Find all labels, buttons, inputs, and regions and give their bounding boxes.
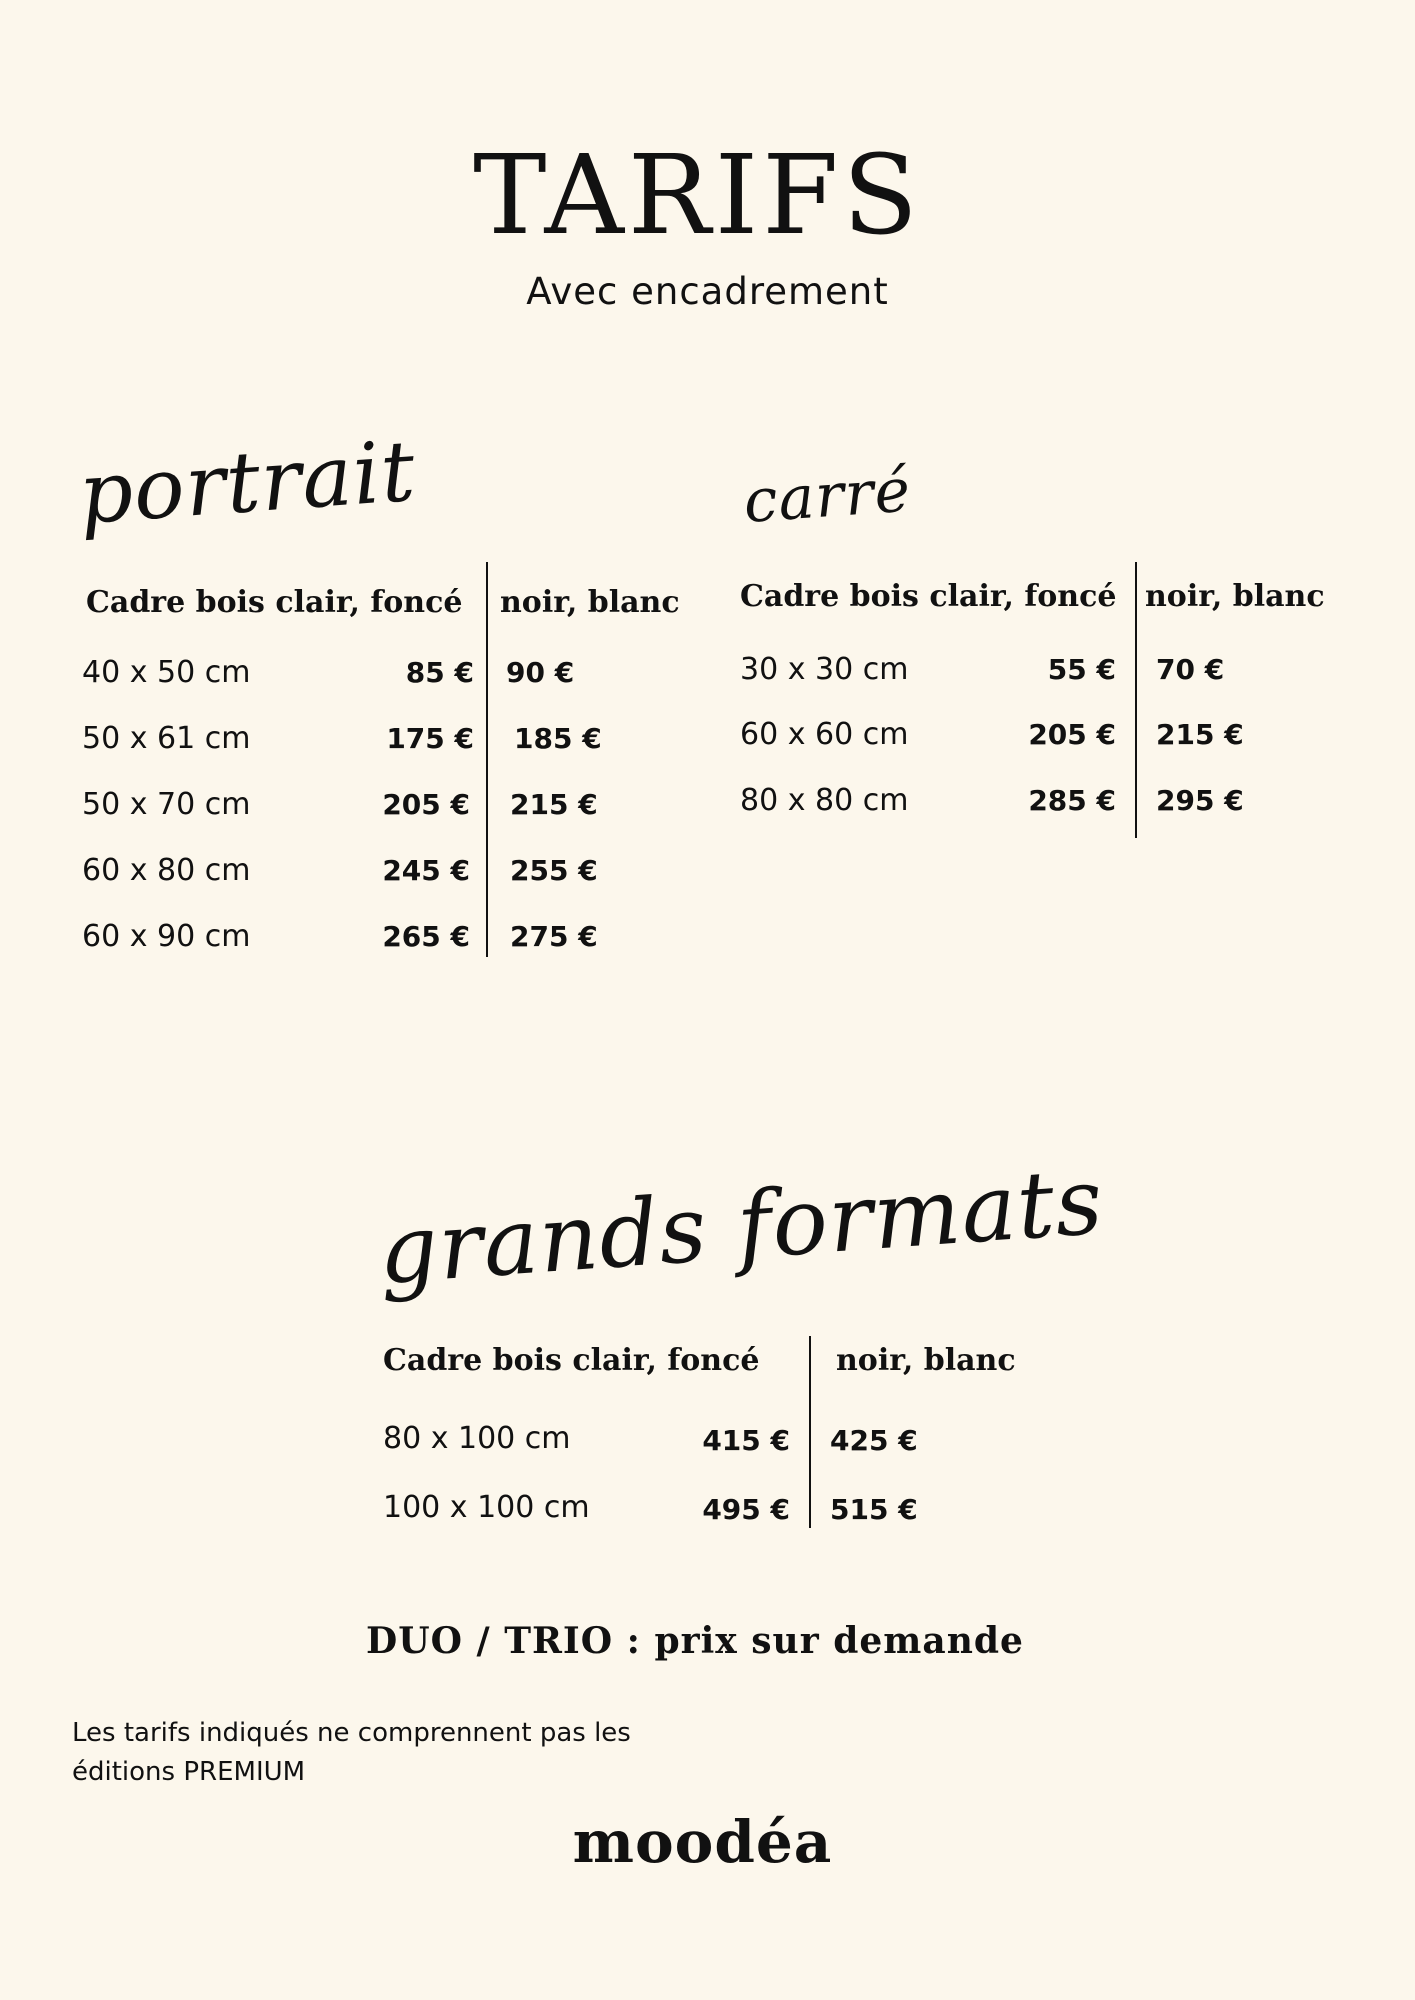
- grands-row-price-color: 425 €: [830, 1424, 918, 1457]
- grands-row-size: 80 x 100 cm: [383, 1421, 571, 1456]
- portrait-row-size: 50 x 70 cm: [82, 787, 251, 822]
- carre-col1-header: Cadre bois clair, foncé: [740, 579, 1117, 614]
- premium-note-line: Les tarifs indiqués ne comprennent pas les: [72, 1718, 631, 1748]
- portrait-row-price-color: 215 €: [510, 788, 598, 821]
- portrait-col1-header: Cadre bois clair, foncé: [86, 585, 463, 620]
- portrait-row-price-wood: 245 €: [382, 854, 470, 887]
- grands-row-price-wood: 415 €: [702, 1424, 790, 1457]
- portrait-row-size: 50 x 61 cm: [82, 721, 251, 756]
- premium-note-line: éditions PREMIUM: [72, 1757, 306, 1787]
- grands-row-price-color: 515 €: [830, 1493, 918, 1526]
- carre-heading: carré: [741, 455, 914, 537]
- portrait-row-price-color: 275 €: [510, 920, 598, 953]
- premium-note: [72, 1714, 772, 1792]
- grands-divider: [809, 1336, 811, 1528]
- page-subtitle: Avec encadrement: [526, 270, 889, 313]
- grands-row-price-wood: 495 €: [702, 1493, 790, 1526]
- carre-row-price-color: 295 €: [1156, 784, 1244, 817]
- carre-row-price-wood: 285 €: [1028, 784, 1116, 817]
- carre-row-size: 60 x 60 cm: [740, 717, 909, 752]
- portrait-row-price-color: 255 €: [510, 854, 598, 887]
- portrait-col2-header: noir, blanc: [500, 585, 680, 620]
- carre-row-price-color: 70 €: [1156, 653, 1225, 686]
- carre-divider: [1135, 562, 1137, 838]
- carre-row-size: 80 x 80 cm: [740, 783, 909, 818]
- grands-col2-header: noir, blanc: [836, 1343, 1016, 1378]
- portrait-row-price-wood: 175 €: [386, 722, 474, 755]
- brand-logo: moodéa: [572, 1808, 833, 1876]
- portrait-row-price-color: 90 €: [506, 656, 575, 689]
- carre-col2-header: noir, blanc: [1145, 579, 1325, 614]
- portrait-divider: [486, 562, 488, 957]
- grands-col1-header: Cadre bois clair, foncé: [383, 1343, 760, 1378]
- carre-row-price-wood: 55 €: [1047, 653, 1116, 686]
- grands-formats-heading: grands formats: [375, 1147, 1107, 1305]
- portrait-row-size: 60 x 80 cm: [82, 853, 251, 888]
- portrait-row-price-wood: 205 €: [382, 788, 470, 821]
- carre-row-price-color: 215 €: [1156, 718, 1244, 751]
- portrait-row-size: 60 x 90 cm: [82, 919, 251, 954]
- carre-row-size: 30 x 30 cm: [740, 652, 909, 687]
- portrait-row-price-wood: 265 €: [382, 920, 470, 953]
- grands-row-size: 100 x 100 cm: [383, 1490, 590, 1525]
- page-title: TARIFS: [473, 131, 922, 259]
- carre-row-price-wood: 205 €: [1028, 718, 1116, 751]
- portrait-row-price-color: 185 €: [514, 722, 602, 755]
- portrait-row-size: 40 x 50 cm: [82, 655, 251, 690]
- portrait-row-price-wood: 85 €: [405, 656, 474, 689]
- duo-trio-notice: DUO / TRIO : prix sur demande: [366, 1620, 1024, 1662]
- portrait-heading: portrait: [75, 421, 419, 543]
